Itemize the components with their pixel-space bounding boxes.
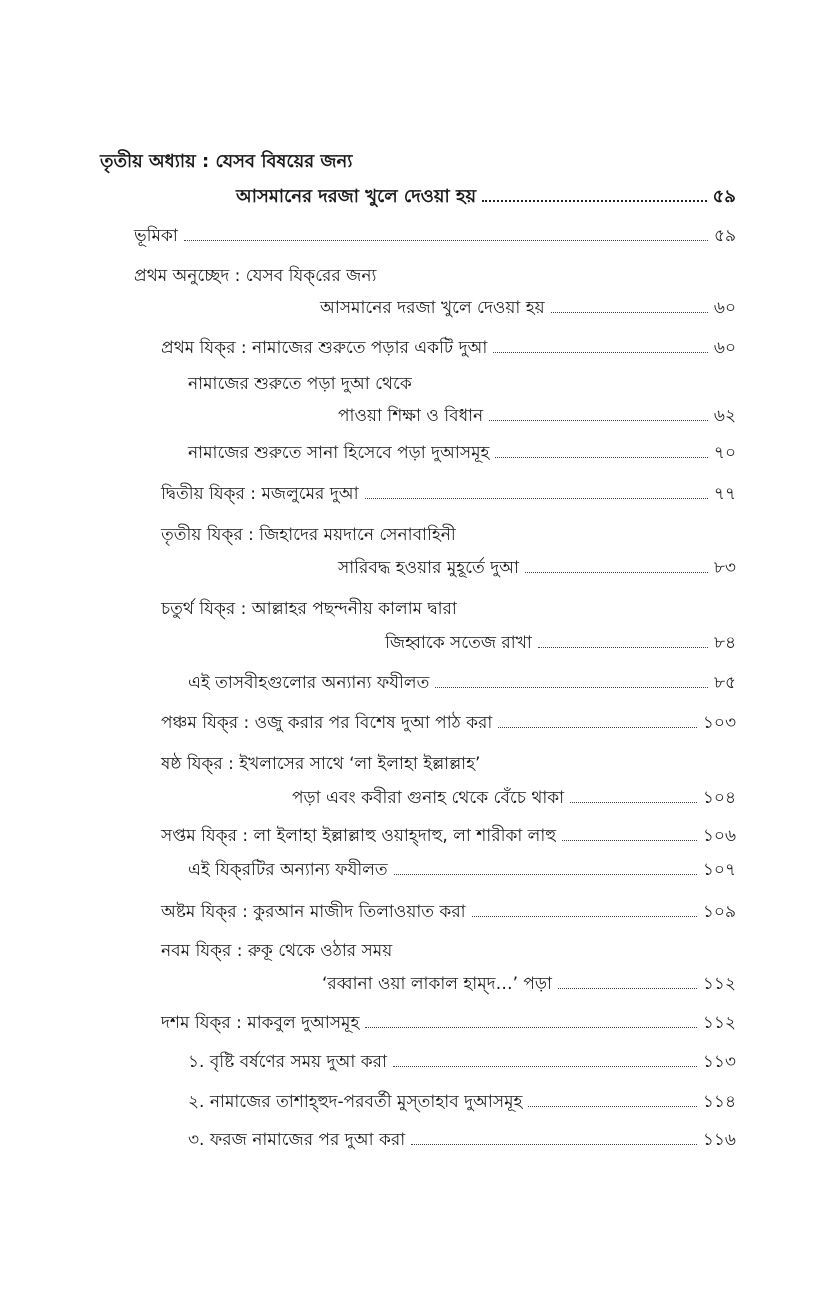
entry-text: পড়া এবং কবীরা গুনাহ থেকে বেঁচে থাকা: [292, 788, 565, 808]
entry-text: ২. নামাজের তাশাহ্‌হুদ-পরবর্তী মুস্‌তাহাব দুআসমূহ: [188, 1092, 523, 1112]
leader-dots: [482, 200, 707, 202]
toc-entry-third-zikr-line1[interactable]: তৃতীয় যিক্‌র : জিহাদের ময়দানে সেনাবাহিনী: [161, 525, 456, 545]
page-number: ৮৪: [713, 633, 736, 653]
leader-dots: [411, 1144, 697, 1145]
entry-text: পাওয়া শিক্ষা ও বিধান: [338, 406, 484, 426]
page-number: ১০৬: [702, 826, 736, 846]
page-number: ৬০: [713, 298, 736, 318]
chapter-title-line2: আসমানের দরজা খুলে দেওয়া হয়: [236, 186, 477, 207]
toc-entry-first-section[interactable]: [320, 296, 736, 320]
toc-entry-introduction[interactable]: [134, 224, 736, 248]
leader-dots: [365, 498, 708, 499]
page-number: ৭৭: [713, 484, 736, 504]
toc-entry-rain-dua[interactable]: [188, 1050, 736, 1074]
leader-dots: [495, 457, 707, 458]
entry-text: প্রথম যিক্‌র : নামাজের শুরুতে পড়ার একটি দুআ: [161, 338, 488, 358]
leader-dots: [184, 240, 708, 241]
leader-dots: [525, 572, 708, 573]
toc-entry-tenth-zikr[interactable]: [161, 1011, 736, 1035]
toc-entry-eighth-zikr[interactable]: [161, 900, 736, 924]
page-number: ৬০: [713, 338, 736, 358]
entry-text: সপ্তম যিক্‌র : লা ইলাহা ইল্লাল্লাহু ওয়াহ্‌দাহু, লা শারীকা লাহু: [161, 826, 557, 846]
toc-entry-zikr-virtues[interactable]: [188, 858, 736, 882]
page-number: ১১২: [702, 1013, 736, 1033]
leader-dots: [538, 647, 708, 648]
leader-dots: [365, 1027, 696, 1028]
page-number: ১০৩: [702, 713, 736, 733]
toc-entry-sana-duas[interactable]: [188, 441, 736, 465]
toc-entry-fourth-zikr-line1[interactable]: চতুর্থ যিক্‌র : আল্লাহর পছন্দনীয় কালাম দ্বারা: [161, 599, 457, 619]
toc-entry-sixth-zikr-line1[interactable]: ষষ্ঠ যিক্‌র : ইখলাসের সাথে ‘লা ইলাহা ইল্লাল্লাহ’: [161, 754, 481, 774]
leader-dots: [435, 687, 708, 688]
leader-dots: [498, 727, 697, 728]
entry-text: দ্বিতীয় যিক্‌র : মজলুমের দুআ: [161, 484, 359, 504]
leader-dots: [551, 312, 708, 313]
entry-text: পঞ্চম যিক্‌র : ওজু করার পর বিশেষ দুআ পাঠ করা: [161, 713, 493, 733]
page-number: ৮৫: [713, 673, 736, 693]
entry-text: ৩. ফরজ নামাজের পর দুআ করা: [188, 1130, 406, 1150]
entry-text: জিহ্বাকে সতেজ রাখা: [385, 633, 532, 653]
toc-entry-seventh-zikr[interactable]: [161, 824, 736, 848]
toc-entry-lessons[interactable]: [338, 404, 736, 428]
entry-text: নামাজের শুরুতে সানা হিসেবে পড়া দুআসমূহ: [188, 443, 490, 463]
toc-entry-ninth-zikr[interactable]: [322, 972, 736, 996]
toc-entry-tashahhud-duas[interactable]: [188, 1090, 736, 1114]
toc-entry-tasbih-virtues[interactable]: [188, 671, 736, 695]
toc-entry-after-fard-dua[interactable]: [188, 1128, 736, 1152]
chapter-entry[interactable]: [236, 185, 736, 209]
leader-dots: [493, 352, 708, 353]
toc-entry-first-zikr[interactable]: [161, 336, 736, 360]
entry-text: এই তাসবীহগুলোর অন্যান্য ফযীলত: [188, 673, 430, 693]
page-number: ১১৪: [702, 1092, 736, 1112]
entry-text: দশম যিক্‌র : মাকবুল দুআসমূহ: [161, 1013, 360, 1033]
toc-entry-first-section-line1[interactable]: প্রথম অনুচ্ছেদ : যেসব যিক্‌রের জন্য: [134, 266, 377, 286]
leader-dots: [472, 916, 697, 917]
page-number: ৭০: [713, 443, 736, 463]
page-number: ১১২: [702, 974, 736, 994]
leader-dots: [528, 1106, 696, 1107]
toc-entry-lessons-line1[interactable]: নামাজের শুরুতে পড়া দুআ থেকে: [188, 374, 412, 394]
toc-entry-sixth-zikr[interactable]: [292, 786, 736, 810]
leader-dots: [558, 988, 697, 989]
chapter-page-number: ৫৯: [712, 186, 736, 207]
page-number: ১০৪: [702, 788, 736, 808]
toc-entry-fourth-zikr[interactable]: [385, 631, 736, 655]
leader-dots: [562, 840, 697, 841]
entry-text: সারিবদ্ধ হওয়ার মুহূর্তে দুআ: [338, 558, 519, 578]
page-number: ১১৩: [702, 1052, 736, 1072]
toc-entry-fifth-zikr[interactable]: [161, 711, 736, 735]
leader-dots: [393, 1066, 697, 1067]
leader-dots: [570, 802, 697, 803]
entry-text: আসমানের দরজা খুলে দেওয়া হয়: [320, 298, 545, 318]
page-number: ৬২: [713, 406, 736, 426]
page-number: ১০৭: [702, 860, 736, 880]
page-number: ১১৬: [702, 1130, 736, 1150]
page-number: ৮৩: [713, 558, 736, 578]
entry-text: ১. বৃষ্টি বর্ষণের সময় দুআ করা: [188, 1052, 387, 1072]
toc-entry-third-zikr[interactable]: [338, 556, 736, 580]
leader-dots: [489, 420, 708, 421]
entry-text: অষ্টম যিক্‌র : কুরআন মাজীদ তিলাওয়াত করা: [161, 902, 466, 922]
chapter-heading: তৃতীয় অধ্যায় : যেসব বিষয়ের জন্য: [100, 151, 353, 172]
toc-entry-ninth-zikr-line1[interactable]: নবম যিক্‌র : রুকূ থেকে ওঠার সময়: [161, 941, 393, 961]
entry-text: ভূমিকা: [134, 226, 178, 246]
page-number: ১০৯: [702, 902, 736, 922]
page-number: ৫৯: [713, 226, 736, 246]
entry-text: এই যিক্‌রটির অন্যান্য ফযীলত: [188, 860, 388, 880]
entry-text: ‘রব্বানা ওয়া লাকাল হাম্‌দ…’ পড়া: [322, 974, 552, 994]
toc-entry-second-zikr[interactable]: [161, 482, 736, 506]
leader-dots: [394, 874, 697, 875]
